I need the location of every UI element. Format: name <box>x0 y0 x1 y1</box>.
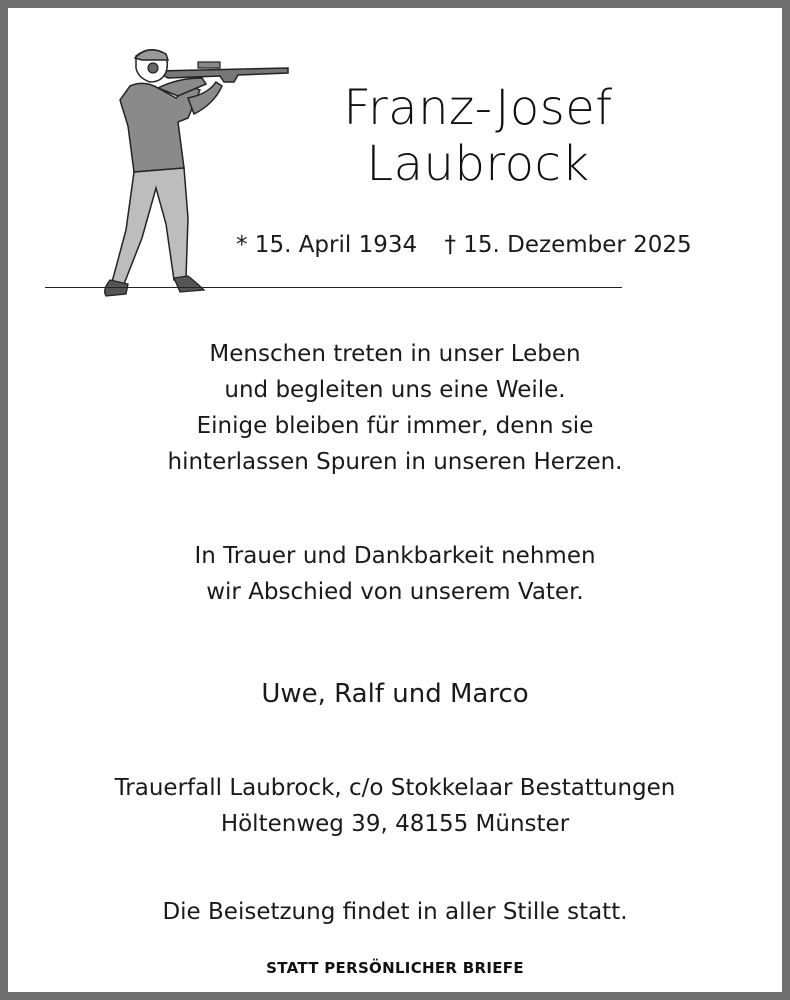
first-name: Franz-Josef <box>343 80 613 136</box>
contact-address <box>8 770 782 842</box>
obituary-card <box>8 8 782 992</box>
life-dates <box>236 232 756 258</box>
shooter-with-rifle-icon <box>38 38 298 303</box>
last-name: Laubrock <box>366 136 590 192</box>
mourning-statement <box>8 538 782 610</box>
burial-line: Die Beisetzung findet in aller Stille statt. <box>162 899 628 925</box>
birth-date: * 15. April 1934 <box>236 232 418 258</box>
burial-note <box>8 894 782 930</box>
footer-note: STATT PERSÖNLICHER BRIEFE <box>266 959 524 977</box>
verse-line: Einige bleiben für immer, denn sie <box>196 413 594 439</box>
header-divider <box>45 287 622 288</box>
verse-line: hinterlassen Spuren in unseren Herzen. <box>167 449 623 475</box>
mourning-line: In Trauer und Dankbarkeit nehmen <box>194 543 596 569</box>
verse-line: und begleiten uns eine Weile. <box>224 377 566 403</box>
mourning-line: wir Abschied von unserem Vater. <box>206 579 584 605</box>
memorial-verse <box>8 336 782 480</box>
death-date: † 15. Dezember 2025 <box>444 232 692 258</box>
address-line: Trauerfall Laubrock, c/o Stokkelaar Bestattungen <box>114 775 676 801</box>
address-line: Höltenweg 39, 48155 Münster <box>220 811 570 837</box>
family-line: Uwe, Ralf und Marco <box>261 679 529 709</box>
deceased-name <box>268 80 688 192</box>
family-names <box>8 676 782 712</box>
verse-line: Menschen treten in unser Leben <box>209 341 581 367</box>
